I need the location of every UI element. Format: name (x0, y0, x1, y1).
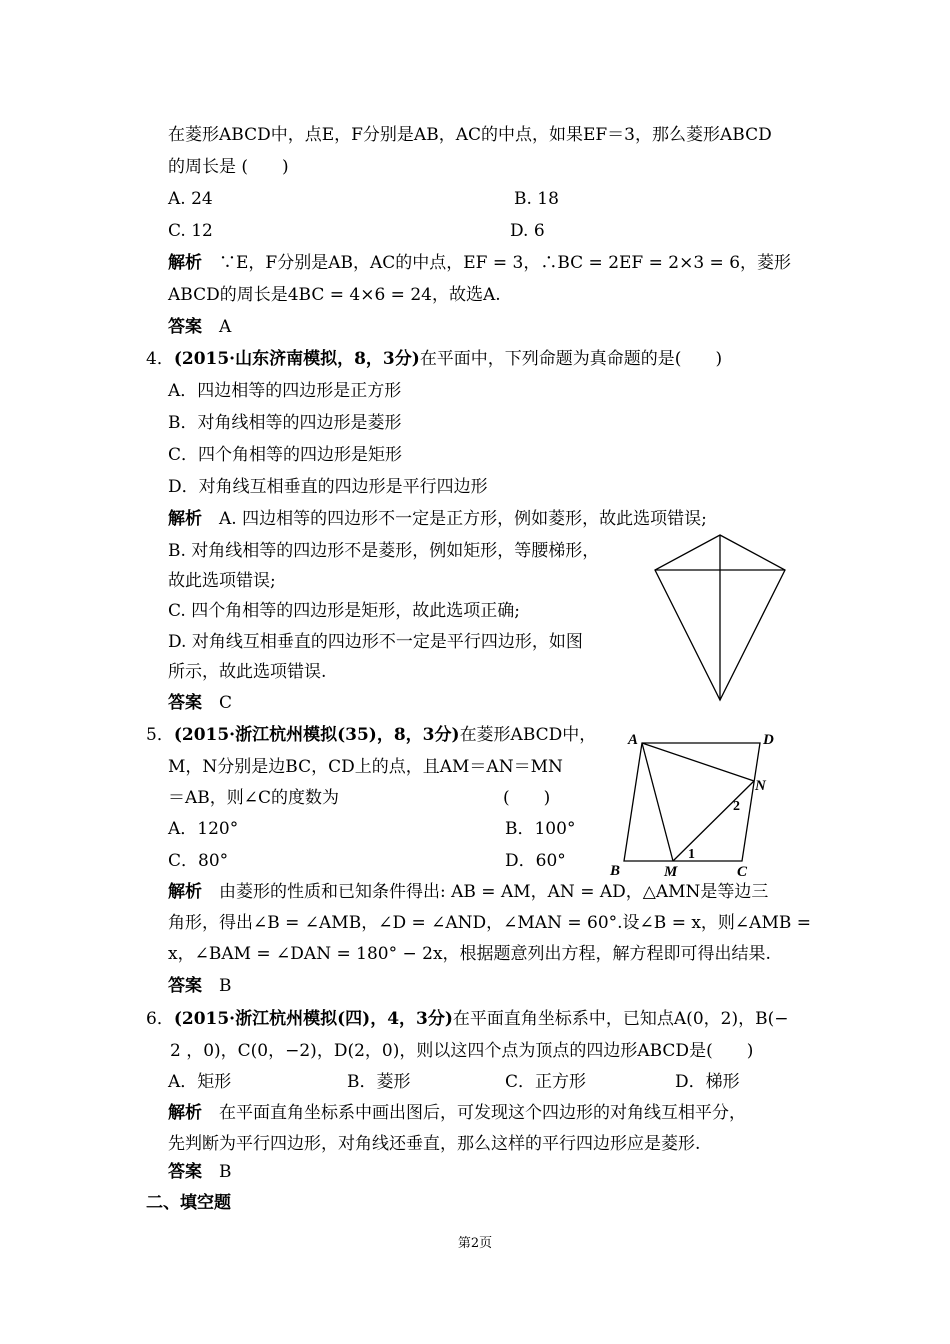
q3-explanation-line2: ABCD的周长是4BC = 4×6 = 24，故选A. (168, 285, 501, 305)
q4-explanation-line3: 故此选项错误; (168, 571, 276, 591)
q6-answer: 答案 B (168, 1162, 232, 1182)
label-b: B (610, 863, 621, 879)
q4-explanation-line4: C. 四个角相等的四边形是矩形，故此选项正确; (168, 601, 520, 621)
q5-explanation-line1: 解析 由菱形的性质和已知条件得出: AB = AM，AN = AD，△AMN是等边三 (168, 882, 769, 902)
label-a: A (628, 732, 639, 748)
q5-answer-paren: ( ) (503, 788, 551, 808)
q6-option-b: B．菱形 (347, 1072, 411, 1092)
segment-am (642, 743, 673, 861)
segment-an (642, 743, 754, 781)
q4-source: (2015·山东济南模拟，8，3分) (173, 349, 420, 369)
rhombus-figure (600, 725, 790, 880)
q5-explanation-line2: 角形，得出∠B = ∠AMB，∠D = ∠AND，∠MAN = 60°.设∠B = x，则∠AMB = (168, 913, 811, 933)
q6-stem-line2: 2 ，0)，C(0，−2)，D(2，0)，则以这四个点为顶点的四边形ABCD是( ) (170, 1041, 754, 1061)
q4-option-b: B．对角线相等的四边形是菱形 (168, 413, 402, 433)
q5-option-c: C．80° (168, 851, 229, 871)
q3-option-b: B. 18 (514, 189, 559, 209)
q5-stem-line2: M，N分别是边BC，CD上的点，且AM＝AN＝MN (168, 757, 563, 777)
q4-explanation-line6: 所示，故此选项错误. (168, 662, 327, 682)
q5-answer-label: 答案 (168, 976, 202, 996)
label-d: D (763, 732, 774, 748)
q3-answer-label: 答案 (168, 317, 202, 337)
q6-explanation-label: 解析 (168, 1103, 202, 1123)
q3-stem-line1: 在菱形ABCD中，点E，F分别是AB，AC的中点，如果EF＝3，那么菱形ABCD (168, 125, 772, 145)
q5-option-a: A．120° (168, 819, 239, 839)
q4-option-d: D．对角线互相垂直的四边形是平行四边形 (168, 477, 488, 497)
section-title: 二、填空题 (146, 1193, 231, 1213)
angle-label-2: 2 (733, 799, 740, 814)
q3-explanation-line1: 解析 ∵E，F分别是AB，AC的中点，EF = 3，∴BC = 2EF = 2×3 = 6，菱形 (168, 253, 792, 273)
q3-option-a: A. 24 (168, 189, 213, 209)
q4-option-c: C．四个角相等的四边形是矩形 (168, 445, 403, 465)
q4-explanation-line5: D. 对角线互相垂直的四边形不一定是平行四边形，如图 (168, 632, 583, 652)
q6-explanation-line2: 先判断为平行四边形，对角线还垂直，那么这样的平行四边形应是菱形. (168, 1134, 701, 1154)
q6-option-a: A．矩形 (168, 1072, 232, 1092)
q4-answer: 答案 C (168, 693, 233, 713)
q5-explanation-line3: x，∠BAM = ∠DAN = 180° − 2x，根据题意列出方程，解方程即可得出结果. (168, 944, 771, 964)
q4-explanation-label: 解析 (168, 509, 202, 529)
q6-explanation-line1: 解析 在平面直角坐标系中画出图后，可发现这个四边形的对角线互相平分， (168, 1103, 746, 1123)
q6-stem-line1: 6．(2015·浙江杭州模拟(四)，4，3分)在平面直角坐标系中，已知点A(0，2)，B(− (146, 1009, 789, 1029)
q6-option-d: D．梯形 (675, 1072, 740, 1092)
q4-explanation-line2: B. 对角线相等的四边形不是菱形，例如矩形，等腰梯形， (168, 541, 600, 561)
q3-option-d: D. 6 (510, 221, 545, 241)
q4-option-a: A．四边相等的四边形是正方形 (168, 381, 402, 401)
kite-figure (650, 530, 790, 705)
q3-answer: 答案 A (168, 317, 232, 337)
q3-explanation-label: 解析 (168, 253, 202, 273)
page-number: 第2页 (457, 1236, 493, 1251)
q5-stem-line3: ＝AB，则∠C的度数为 (168, 788, 340, 808)
q6-answer-label: 答案 (168, 1162, 202, 1182)
q4-answer-label: 答案 (168, 693, 202, 713)
angle-label-1: 1 (688, 847, 695, 862)
q5-explanation-label: 解析 (168, 882, 202, 902)
q5-option-b: B．100° (505, 819, 576, 839)
label-n: N (755, 778, 766, 794)
label-c: C (737, 864, 748, 880)
q6-option-c: C．正方形 (505, 1072, 587, 1092)
label-m: M (664, 864, 678, 880)
q5-stem-line1: 5．(2015·浙江杭州模拟(35)，8，3分)在菱形ABCD中， (146, 725, 597, 745)
q3-option-c: C. 12 (168, 221, 213, 241)
q5-source: (2015·浙江杭州模拟(35)，8，3分) (173, 725, 460, 745)
q3-stem-line2: 的周长是 ( ) (168, 157, 289, 177)
q5-answer: 答案 B (168, 976, 232, 996)
q6-source: (2015·浙江杭州模拟(四)，4，3分) (173, 1009, 453, 1029)
segment-mn (673, 781, 754, 861)
q5-option-d: D．60° (505, 851, 566, 871)
q4-stem: 4．(2015·山东济南模拟，8，3分)在平面中，下列命题为真命题的是( ) (146, 349, 723, 369)
q4-explanation-line1: 解析 A. 四边相等的四边形不一定是正方形，例如菱形，故此选项错误; (168, 509, 707, 529)
